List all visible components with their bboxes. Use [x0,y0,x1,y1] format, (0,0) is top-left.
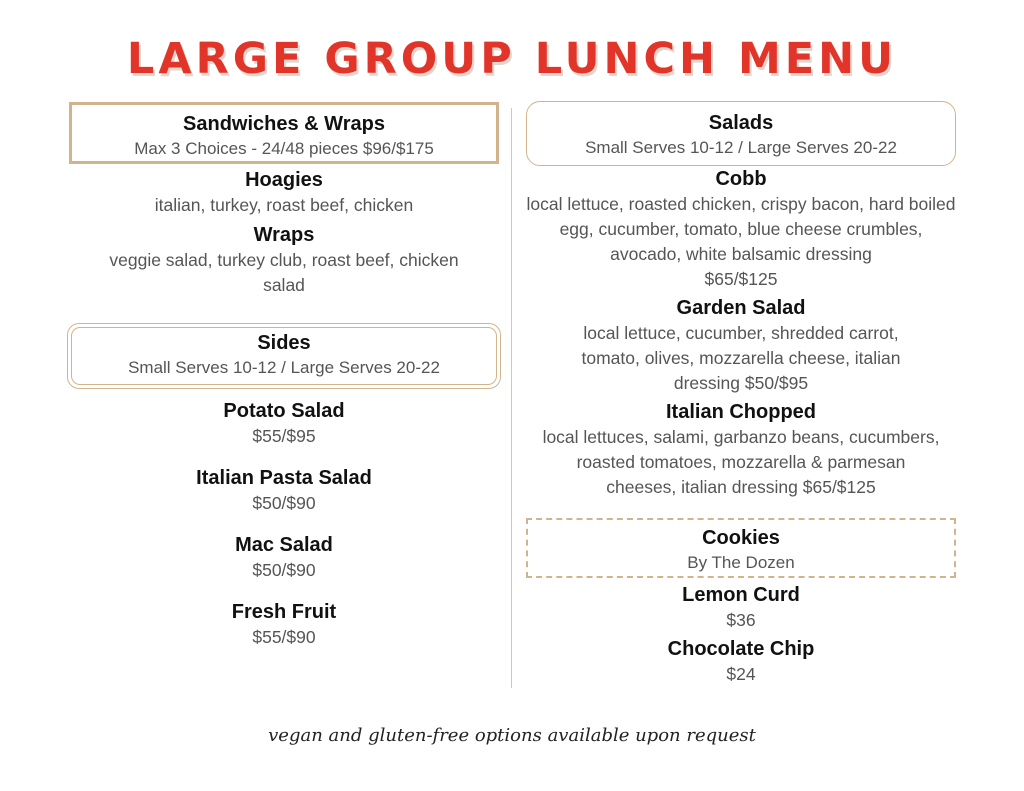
item-name: Hoagies [245,169,323,191]
right-column [526,102,956,687]
item-description: veggie salad, turkey club, roast beef, chicken salad [109,250,459,295]
menu-item [526,637,956,687]
menu-item [526,583,956,633]
item-price: $55/$90 [252,627,316,647]
section-subheading: Small Serves 10-12 / Large Serves 20-22 [585,138,897,157]
item-price: $65/$125 [704,269,778,289]
menu-item [69,466,499,516]
item-name: Italian Chopped [666,401,816,423]
item-price: $36 [726,610,756,630]
item-description: local lettuce, roasted chicken, crispy bacon, hard boiled egg, cucumber, tomato, blue cheese crumbles, avocado, white balsamic dressing [526,194,956,264]
item-price: $50/$90 [252,493,316,513]
section-subheading: Max 3 Choices - 24/48 pieces $96/$175 [134,139,434,158]
item-name: Lemon Curd [682,584,800,606]
menu-item [69,399,499,449]
item-description: local lettuce, cucumber, shredded carrot, tomato, olives, mozzarella cheese, italian dressing $50/$95 [581,323,901,393]
section-heading: Salads [708,112,774,134]
menu-item [69,223,499,298]
item-name: Wraps [253,224,315,246]
item-price: $50/$90 [252,560,316,580]
section-subheading: By The Dozen [687,553,795,572]
item-name: Potato Salad [223,400,345,422]
menu-item [69,533,499,583]
item-name: Italian Pasta Salad [196,467,372,489]
item-price: $24 [726,664,756,684]
item-description: local lettuces, salami, garbanzo beans, cucumbers, roasted tomatoes, mozzarella & parmesan cheeses, italian dressing $65/$125 [542,427,940,497]
menu-item [526,167,956,292]
menu-item [69,600,499,650]
item-name: Mac Salad [235,534,333,556]
column-divider [511,108,512,688]
section-heading: Sandwiches & Wraps [183,113,385,135]
dietary-note: vegan and gluten-free options available upon request [268,725,756,746]
item-name: Chocolate Chip [667,638,815,660]
item-name: Garden Salad [676,297,806,319]
item-name: Fresh Fruit [231,601,337,623]
left-column [69,102,499,650]
cookies-section-header [526,518,956,578]
salads-section-header [526,101,956,166]
section-heading: Cookies [702,527,780,549]
sandwiches-section-header [69,102,499,164]
section-heading: Sides [257,332,311,354]
item-name: Cobb [715,168,767,190]
menu-item [69,168,499,218]
item-price: $55/$95 [252,426,316,446]
menu-title: LARGE GROUP LUNCH MENU [126,34,898,84]
item-description: italian, turkey, roast beef, chicken [154,195,414,215]
section-subheading: Small Serves 10-12 / Large Serves 20-22 [128,358,440,377]
menu-item [526,400,956,500]
sides-section-header [67,323,501,389]
menu-item [526,296,956,396]
